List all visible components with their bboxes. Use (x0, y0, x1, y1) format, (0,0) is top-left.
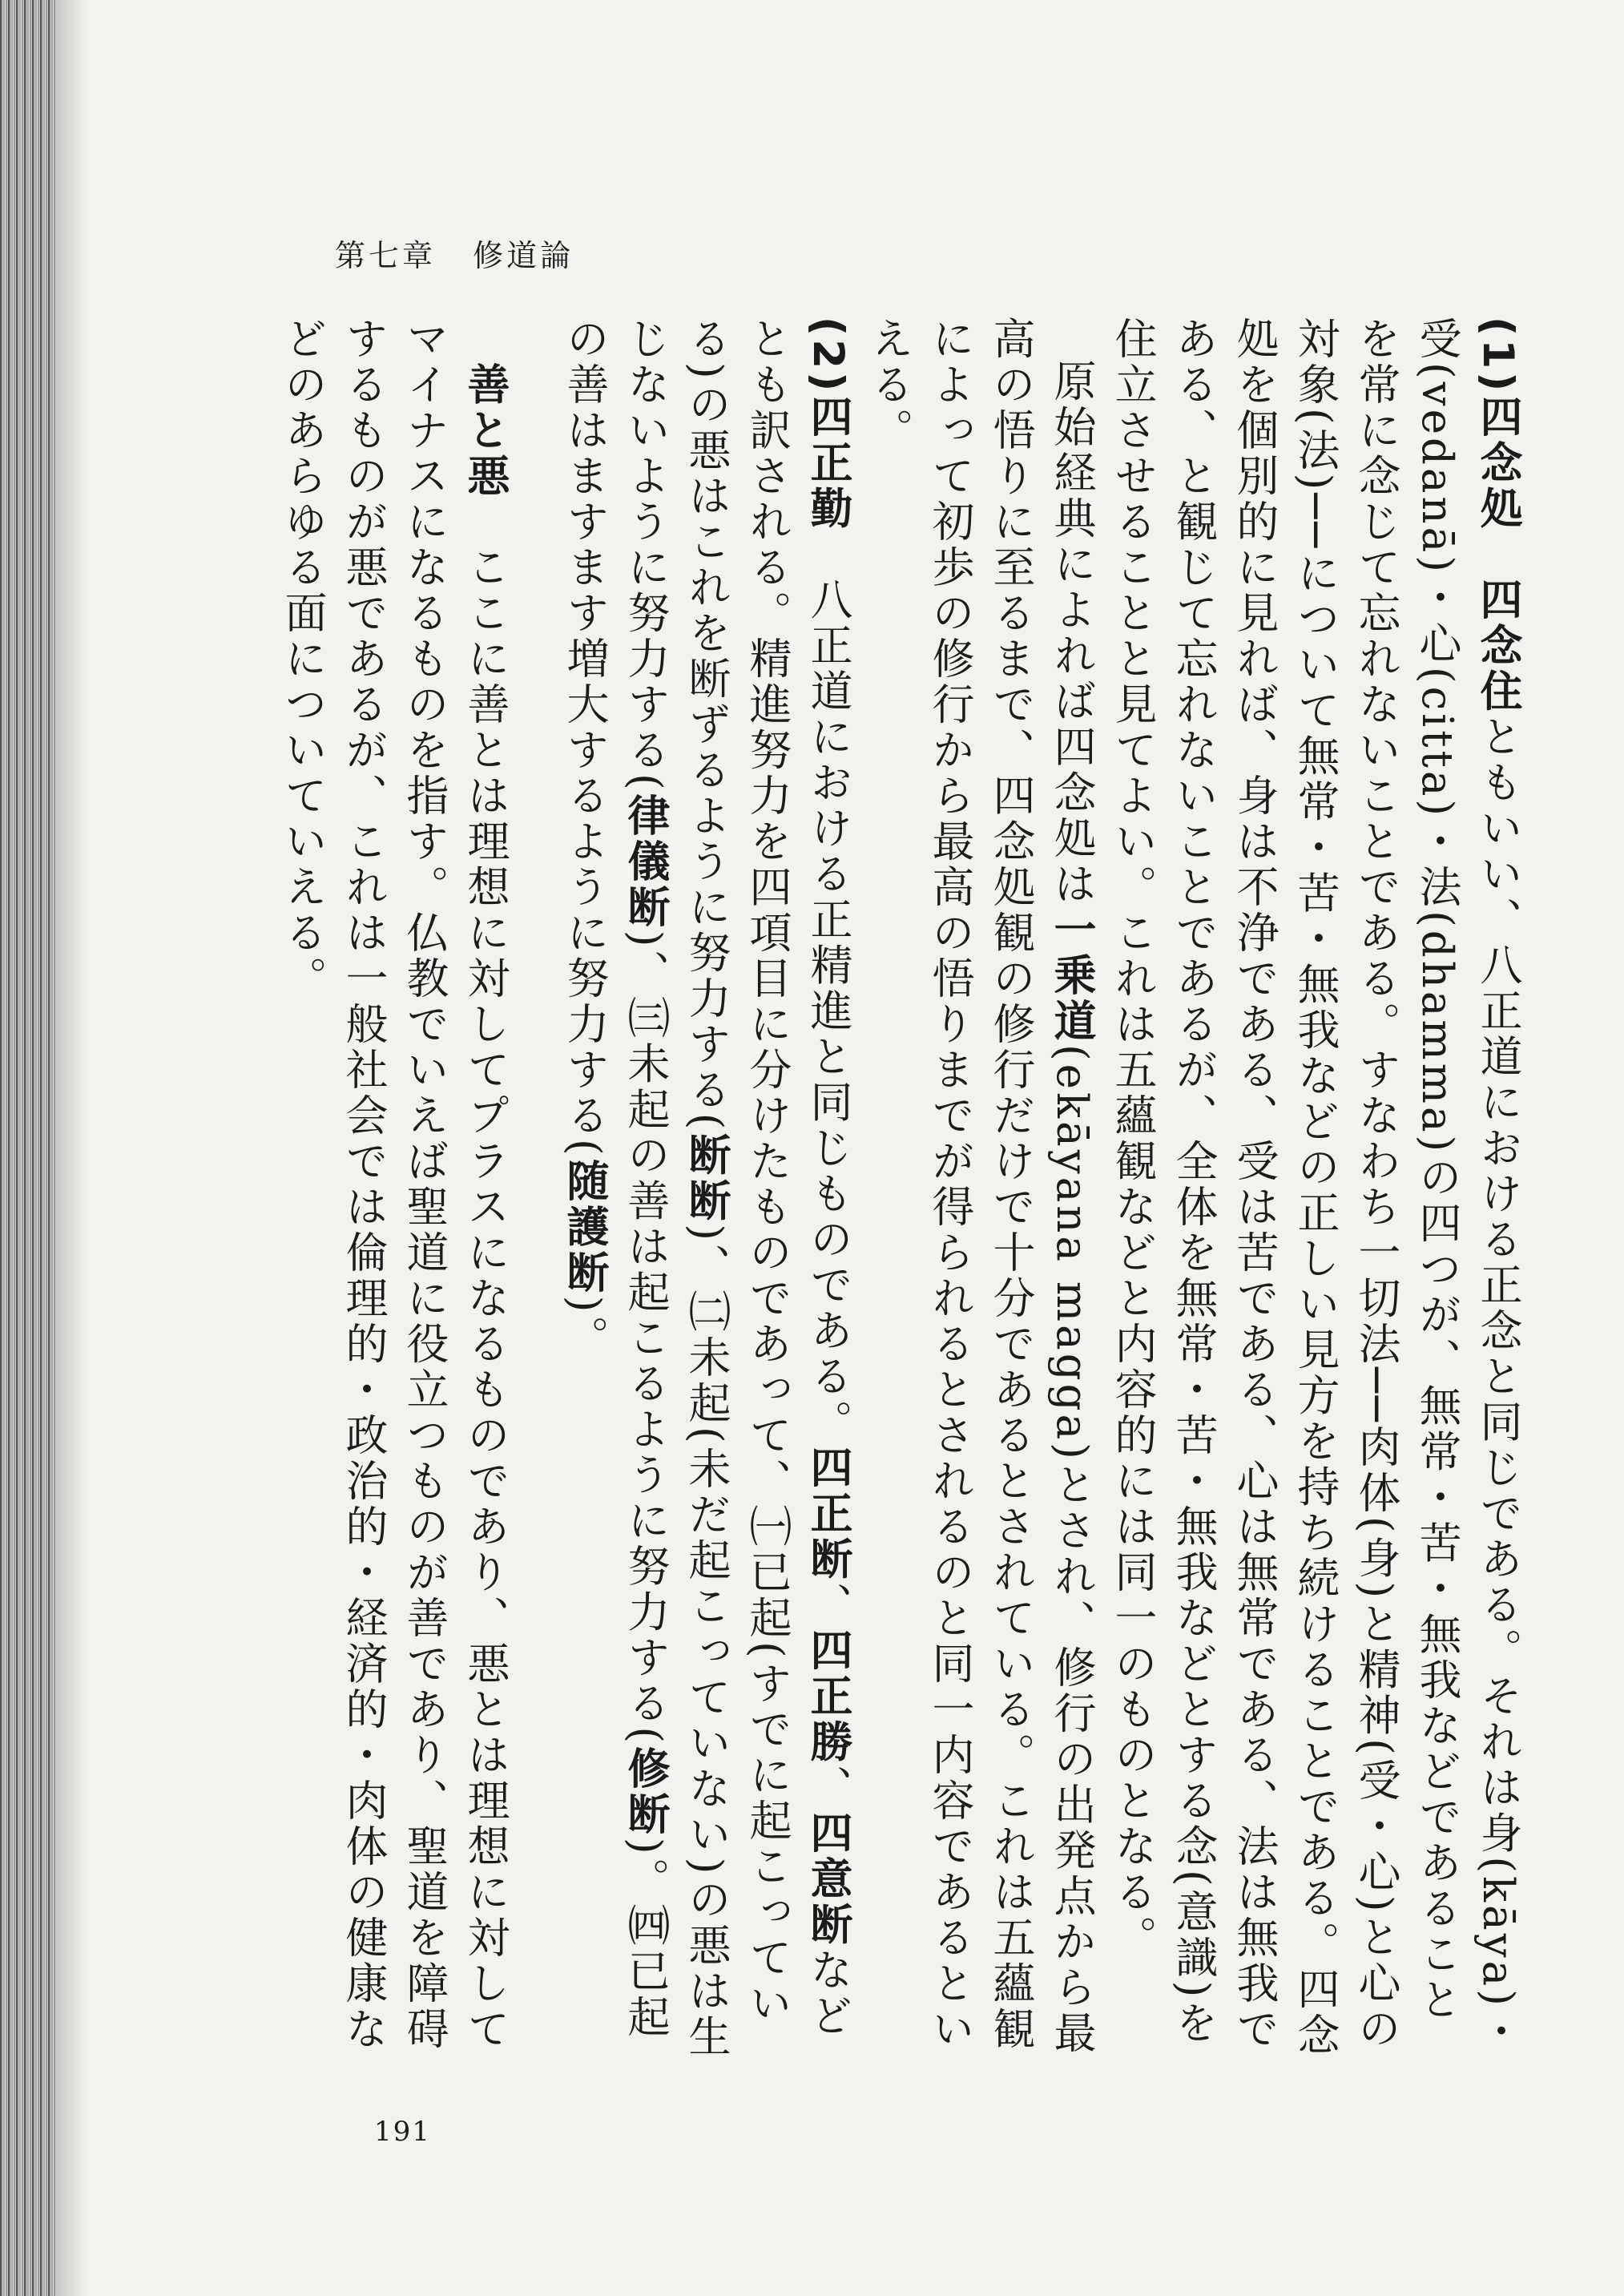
section-heading-3: 善と悪 (461, 362, 510, 499)
book-binding-edge (0, 0, 56, 2296)
binding-shadow (56, 0, 88, 2296)
term-zuigodan: 随護断 (560, 1158, 609, 1296)
s2-sep-2: 、 (804, 1765, 852, 1811)
section-heading-2: (2)四正勤 (804, 317, 852, 532)
term-shinenju: 四念住 (1473, 577, 1522, 715)
section1-text: ともいい、八正道における正念と同じである。それは身(kāya)・受(vedanā)・心(citta)・法(dhamma)の四つが、無常・苦・無我などであることを常に念じて忘れないことである。すなわち一切法──肉体(身)と精神(受・心)と心の対象(法)──について無常・苦・無我などの正しい見方を持ち続けることである。四念処を個別的に見れば、身は不浄である、受は苦である、心は無常である、法は無我である、と観じて忘れないことであるが、全体を無常・苦・無我などとする念(意識)を住立させることと見てよい。これは五蘊観などと内容的には同一のものとなる。 (1108, 317, 1522, 2059)
running-header (335, 231, 574, 275)
paragraph-four-mindfulness (1102, 317, 1528, 2064)
s2-text-6: )。 (560, 1295, 609, 1362)
term-ichijodo: 一乗道 (1047, 907, 1096, 1044)
section-gap (515, 317, 554, 325)
s2-text-3: )、㈡未起(未だ起こっていない)の悪は生じないように努力する( (621, 317, 731, 2060)
paragraph-one-vehicle-path (858, 317, 1102, 2064)
s2-sep-1: 、 (804, 1582, 852, 1628)
term-shiidan: 四意断 (804, 1810, 852, 1948)
s2-text-4: )、㈢未起の善は起こるように努力する( (621, 930, 670, 1747)
paragraph-good-and-evil (272, 317, 515, 2064)
chapter-label: 第七章 (335, 238, 437, 273)
s2-text-2: などとも訳される。精進努力を四項目に分けたものであって、㈠已起(すでに起こっている)の悪はこれを断ずるように努力する( (682, 317, 852, 2040)
term-rigidan: 律儀断 (621, 793, 670, 930)
s2-text-1: 八正道における正精進と同じものである。 (804, 577, 852, 1446)
term-shishosho: 四正勝 (804, 1628, 852, 1765)
p2-text-2: (ekāyana magga)とされ、修行の出発点から最高の悟りに至るまで、四念処観の修行だけで十分であるとされている。これは五蘊観によって初歩の修行から最高の悟りまでが得られるとされるのと同一内容であるといえる。 (864, 317, 1096, 2056)
page-body (278, 317, 1528, 2064)
section-heading-1: (1)四念処 (1473, 317, 1522, 532)
page-number: 191 (374, 2116, 431, 2148)
s2-text-5: )。㈣已起の善はますます増大するように努力する( (560, 317, 670, 2040)
term-dandan: 断断 (682, 1132, 731, 1225)
chapter-title: 修道論 (473, 238, 574, 273)
term-shishodan: 四正断 (804, 1445, 852, 1583)
term-shudan: 修断 (621, 1746, 670, 1838)
paragraph-four-right-efforts (554, 317, 858, 2064)
s3-text: ここに善とは理想に対してプラスになるものであり、悪とは理想に対してマイナスになるものを指す。仏教でいえば聖道に役立つものが善であり、聖道を障碍するものが悪であるが、これは一般社会では倫理的・政治的・経済的・肉体の健康などのあらゆる面についていえる。 (278, 317, 510, 2052)
p2-text-1: 原始経典によれば四念処は (1047, 359, 1096, 907)
